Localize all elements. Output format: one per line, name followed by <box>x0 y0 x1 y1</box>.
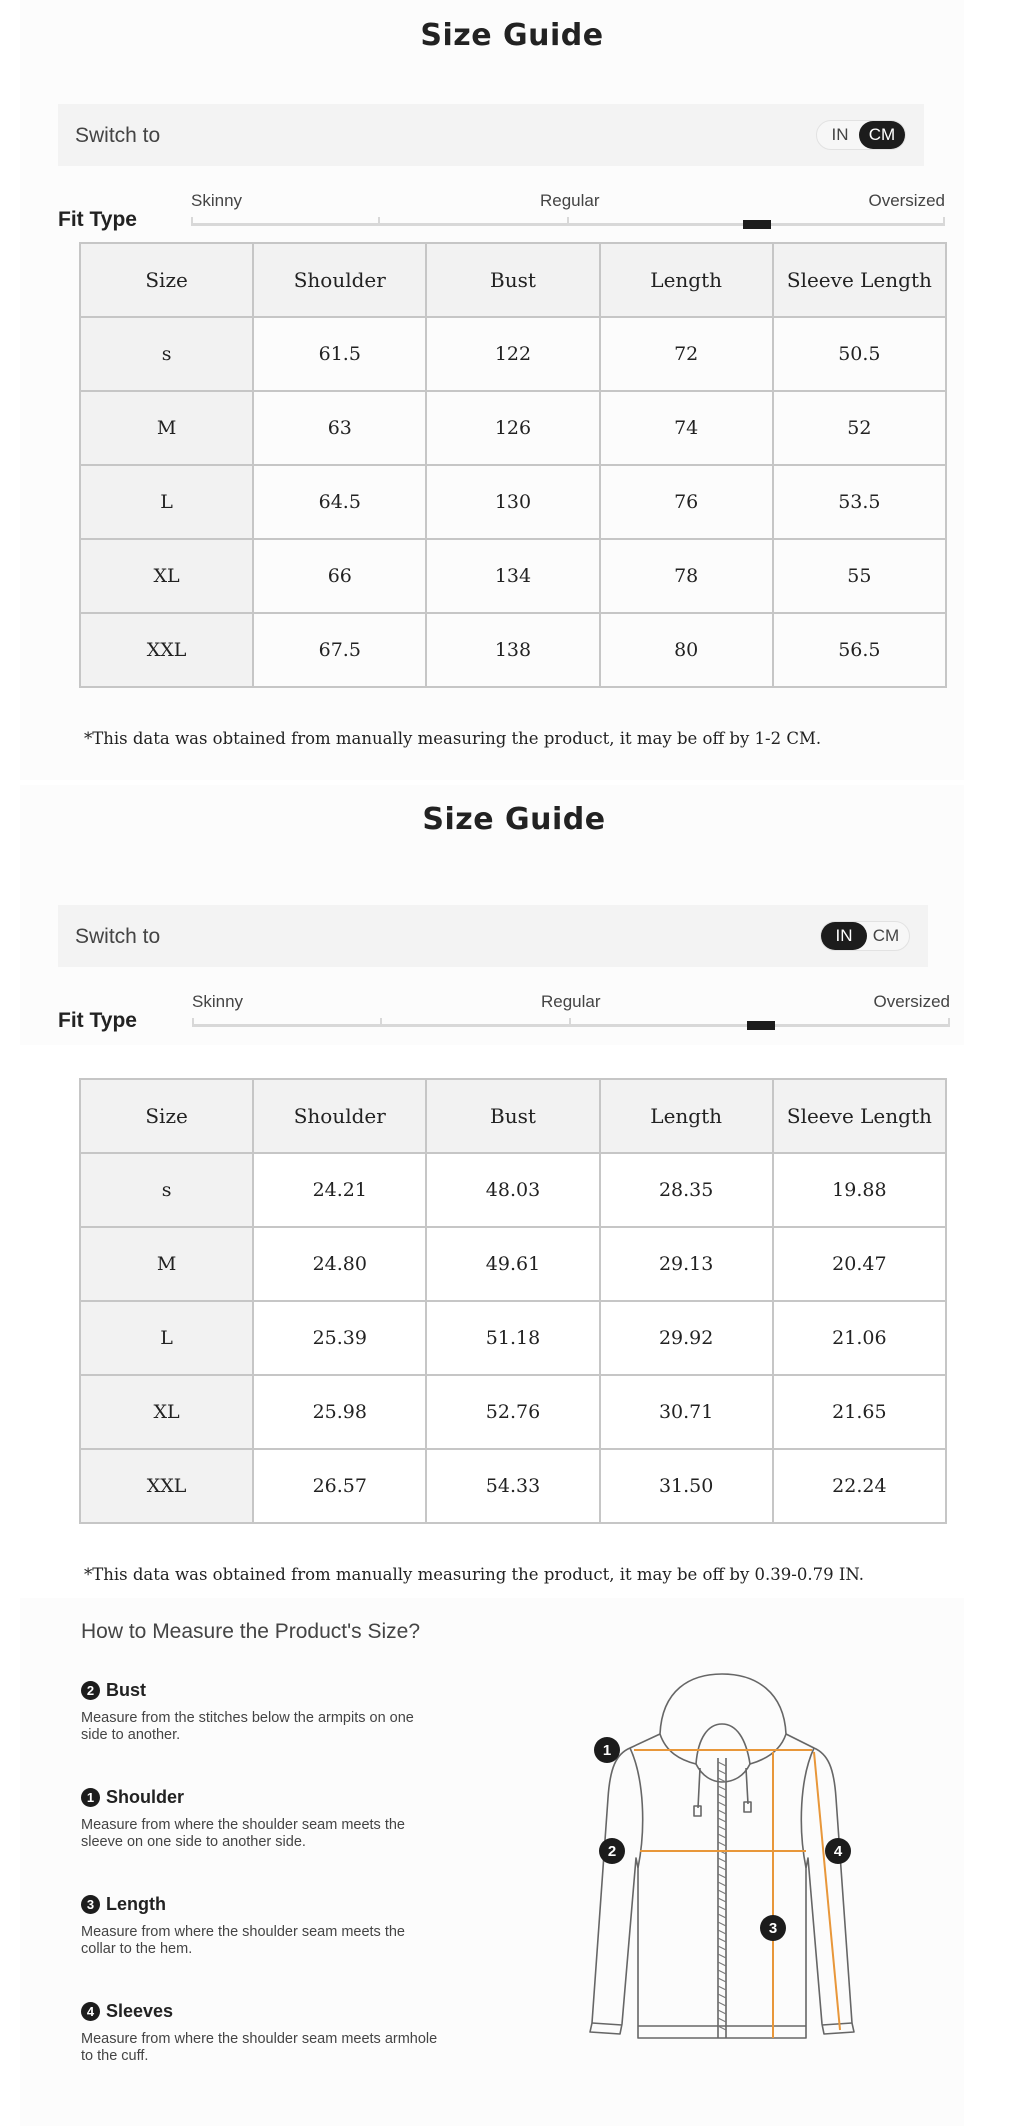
cell-bust: 122 <box>426 317 599 391</box>
cell-bust: 134 <box>426 539 599 613</box>
measure-item-sleeves <box>81 2001 441 2065</box>
measure-desc: Measure from where the shoulder seam meets the collar to the hem. <box>81 1924 405 1957</box>
cell-bust: 51.18 <box>426 1301 599 1375</box>
number-badge-icon: 2 <box>81 1681 100 1700</box>
cell-length: 29.13 <box>600 1227 773 1301</box>
cell-size: s <box>80 317 253 391</box>
unit-option-in[interactable]: IN <box>821 922 867 950</box>
unit-option-cm[interactable]: CM <box>872 926 900 945</box>
cell-sleeve-length: 20.47 <box>773 1227 946 1301</box>
cell-bust: 138 <box>426 613 599 687</box>
cell-shoulder: 26.57 <box>253 1449 426 1523</box>
size-table-in <box>79 1078 947 1524</box>
fit-level-marker <box>747 1021 775 1030</box>
table-row <box>80 1301 946 1375</box>
cell-size: XXL <box>80 613 253 687</box>
table-row <box>80 1375 946 1449</box>
measure-label: Length <box>106 1894 166 1914</box>
diagram-marker: 3 <box>768 1920 778 1937</box>
fit-scale-tick <box>948 1018 950 1027</box>
fit-scale-tick <box>192 1018 194 1027</box>
unit-toggle[interactable] <box>820 921 910 951</box>
fit-scale-tick <box>567 217 569 226</box>
cell-length: 31.50 <box>600 1449 773 1523</box>
fit-scale-tick <box>380 1018 382 1027</box>
table-row <box>80 539 946 613</box>
table-row <box>80 391 946 465</box>
fit-type-scale <box>191 191 945 231</box>
hoodie-diagram-icon <box>550 1668 900 2118</box>
size-guide-in-content <box>0 785 1024 1605</box>
size-guide-cm-content <box>0 0 1024 780</box>
cell-sleeve-length: 22.24 <box>773 1449 946 1523</box>
cell-shoulder: 25.98 <box>253 1375 426 1449</box>
table-row <box>80 1153 946 1227</box>
cell-size: M <box>80 1227 253 1301</box>
measurement-note: *This data was obtained from manually measuring the product, it may be off by 1-2 CM. <box>84 729 822 748</box>
fit-type-scale <box>192 992 950 1032</box>
header-sleeve-length: Sleeve Length <box>773 243 946 317</box>
table-row <box>80 317 946 391</box>
diagram-marker: 2 <box>607 1843 617 1860</box>
measure-item-bust <box>81 1680 441 1744</box>
cell-sleeve-length: 55 <box>773 539 946 613</box>
table-header-row <box>80 243 946 317</box>
fit-type-label: Fit Type <box>58 208 137 231</box>
unit-toggle[interactable] <box>816 120 906 150</box>
cell-bust: 52.76 <box>426 1375 599 1449</box>
header-sleeve-length: Sleeve Length <box>773 1079 946 1153</box>
cell-shoulder: 24.21 <box>253 1153 426 1227</box>
fit-scale-tick <box>943 217 945 226</box>
cell-sleeve-length: 53.5 <box>773 465 946 539</box>
measure-desc: Measure from the stitches below the armpits on one side to another. <box>81 1710 414 1743</box>
switch-label: Switch to <box>75 925 161 948</box>
fit-label-oversized: Oversized <box>873 992 950 1011</box>
cell-shoulder: 64.5 <box>253 465 426 539</box>
how-to-measure-section <box>20 1598 964 2126</box>
cell-shoulder: 67.5 <box>253 613 426 687</box>
cell-shoulder: 24.80 <box>253 1227 426 1301</box>
number-badge-icon: 4 <box>81 2002 100 2021</box>
cell-size: L <box>80 465 253 539</box>
measure-label: Shoulder <box>106 1787 185 1807</box>
cell-sleeve-length: 56.5 <box>773 613 946 687</box>
header-length: Length <box>600 243 773 317</box>
switch-label: Switch to <box>75 124 161 147</box>
cell-length: 72 <box>600 317 773 391</box>
cell-bust: 48.03 <box>426 1153 599 1227</box>
cell-shoulder: 66 <box>253 539 426 613</box>
cell-length: 29.92 <box>600 1301 773 1375</box>
cell-length: 74 <box>600 391 773 465</box>
cell-size: M <box>80 391 253 465</box>
header-bust: Bust <box>426 243 599 317</box>
table-row <box>80 465 946 539</box>
fit-label-regular: Regular <box>540 191 600 210</box>
header-size: Size <box>80 1079 253 1153</box>
cell-sleeve-length: 21.65 <box>773 1375 946 1449</box>
diagram-marker: 1 <box>602 1742 612 1759</box>
cell-size: XL <box>80 1375 253 1449</box>
measure-item-shoulder <box>81 1787 441 1851</box>
unit-option-cm[interactable]: CM <box>859 121 905 149</box>
unit-switch-bar <box>58 104 924 166</box>
cell-bust: 49.61 <box>426 1227 599 1301</box>
cell-bust: 126 <box>426 391 599 465</box>
cell-bust: 130 <box>426 465 599 539</box>
cell-length: 78 <box>600 539 773 613</box>
size-table-cm <box>79 242 947 688</box>
fit-scale-tick <box>191 217 193 226</box>
table-header-row <box>80 1079 946 1153</box>
measure-title: How to Measure the Product's Size? <box>81 1620 421 1643</box>
cell-length: 28.35 <box>600 1153 773 1227</box>
fit-type-label: Fit Type <box>58 1009 137 1032</box>
header-bust: Bust <box>426 1079 599 1153</box>
cell-size: L <box>80 1301 253 1375</box>
fit-label-regular: Regular <box>541 992 601 1011</box>
cell-length: 80 <box>600 613 773 687</box>
unit-option-in[interactable]: IN <box>831 125 849 144</box>
table-row <box>80 1449 946 1523</box>
fit-level-marker <box>743 220 771 229</box>
fit-scale-line <box>192 1024 950 1027</box>
header-length: Length <box>600 1079 773 1153</box>
measure-desc: Measure from where the shoulder seam meets armhole to the cuff. <box>81 2031 438 2064</box>
cell-sleeve-length: 21.06 <box>773 1301 946 1375</box>
number-badge-icon: 1 <box>81 1788 100 1807</box>
header-size: Size <box>80 243 253 317</box>
measurement-note: *This data was obtained from manually measuring the product, it may be off by 0.39-0.79 IN. <box>84 1565 864 1584</box>
fit-label-skinny: Skinny <box>191 191 243 210</box>
header-shoulder: Shoulder <box>253 243 426 317</box>
page-title: Size Guide <box>420 18 604 53</box>
fit-scale-tick <box>378 217 380 226</box>
unit-switch-bar <box>58 905 928 967</box>
cell-shoulder: 63 <box>253 391 426 465</box>
measure-label: Sleeves <box>106 2001 174 2021</box>
table-row <box>80 613 946 687</box>
cell-size: XL <box>80 539 253 613</box>
header-shoulder: Shoulder <box>253 1079 426 1153</box>
cell-bust: 54.33 <box>426 1449 599 1523</box>
measure-label: Bust <box>106 1680 146 1700</box>
cell-size: XXL <box>80 1449 253 1523</box>
cell-shoulder: 25.39 <box>253 1301 426 1375</box>
cell-shoulder: 61.5 <box>253 317 426 391</box>
measure-item-length <box>81 1894 441 1958</box>
page-title: Size Guide <box>422 802 606 837</box>
table-row <box>80 1227 946 1301</box>
cell-length: 76 <box>600 465 773 539</box>
cell-size: s <box>80 1153 253 1227</box>
measure-desc: Measure from where the shoulder seam meets the sleeve on one side to another side. <box>81 1817 405 1850</box>
fit-scale-tick <box>569 1018 571 1027</box>
diagram-marker: 4 <box>833 1843 843 1860</box>
cell-sleeve-length: 52 <box>773 391 946 465</box>
fit-label-oversized: Oversized <box>868 191 945 210</box>
number-badge-icon: 3 <box>81 1895 100 1914</box>
fit-label-skinny: Skinny <box>192 992 244 1011</box>
cell-sleeve-length: 19.88 <box>773 1153 946 1227</box>
cell-length: 30.71 <box>600 1375 773 1449</box>
cell-sleeve-length: 50.5 <box>773 317 946 391</box>
